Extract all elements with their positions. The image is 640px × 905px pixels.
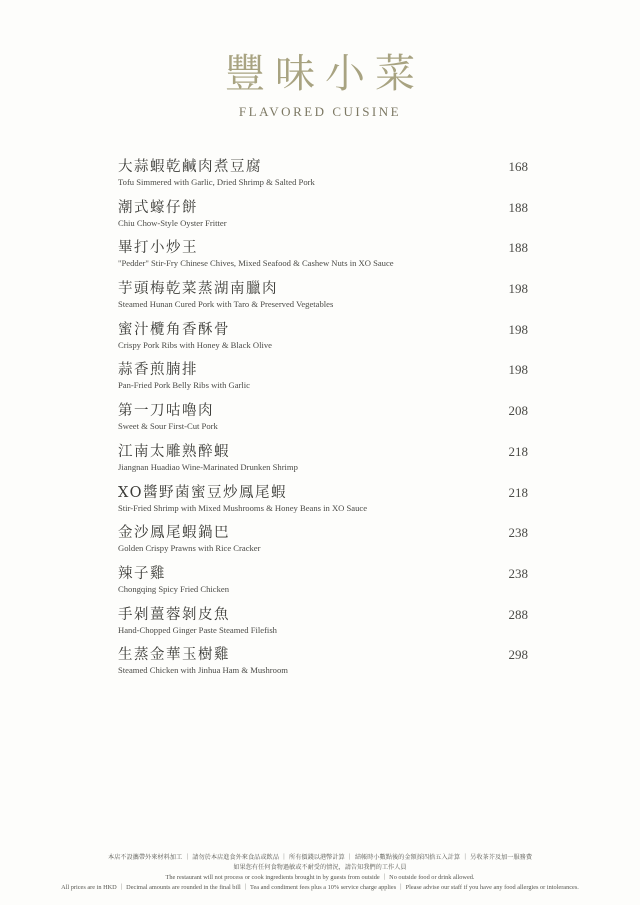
dish-name-english: Hand-Chopped Ginger Paste Steamed Filefish: [118, 624, 277, 635]
dish-price: 198: [508, 362, 528, 378]
menu-item: [118, 157, 528, 198]
dish-name-chinese: 生蒸金華玉樹雞: [118, 647, 230, 664]
dish-name-english: Steamed Hunan Cured Pork with Taro & Preserved Vegetables: [118, 299, 334, 310]
menu-item: [118, 401, 528, 442]
menu-header: [0, 48, 640, 120]
dish-name-chinese: 辣子雞: [118, 565, 166, 582]
dish-price: 298: [508, 647, 528, 663]
menu-item: [118, 605, 528, 646]
menu-item: [118, 360, 528, 401]
dish-price: 238: [508, 525, 528, 541]
dish-price: 168: [508, 159, 528, 174]
dish-name-english: Pan-Fried Pork Belly Ribs with Garlic: [118, 380, 250, 391]
dish-name-chinese: 蒜香煎腩排: [118, 362, 198, 379]
dish-price: 238: [508, 565, 528, 581]
menu-item: [118, 645, 528, 686]
menu-list: [118, 157, 528, 686]
footer-notice-chinese: 本店不設攜帶外來材料加工 ｜ 請勿於本店進食外來食品或飲品 ｜ 所有價錢以港幣計算 ｜ 結帳時小數點後的金額採四捨五入計算 ｜ 另收茶芥及加一服務費: [107, 854, 533, 861]
dish-name-english: Chiu Chow-Style Oyster Fritter: [118, 217, 227, 228]
dish-name-chinese: 手剁薑蓉剝皮魚: [118, 606, 230, 623]
dish-name-english: Steamed Chicken with Jinhua Ham & Mushroom: [118, 665, 288, 676]
dish-name-chinese: 畢打小炒王: [118, 240, 198, 257]
dish-name-chinese: 金沙鳳尾蝦鍋巴: [118, 525, 230, 542]
dish-name-english: Crispy Pork Ribs with Honey & Black Olive: [118, 339, 272, 350]
menu-footer: [0, 852, 640, 893]
footer-outside-food-notice: The restaurant will not process or cook ingredients brought in by guests from outside ｜ No outside food or drink allowed.: [165, 874, 475, 881]
dish-name-chinese: 江南太雕熟醉蝦: [118, 443, 230, 460]
dish-price: 188: [508, 240, 528, 256]
dish-name-english: Jiangnan Huadiao Wine-Marinated Drunken Shrimp: [118, 461, 298, 472]
dish-name-english: Tofu Simmered with Garlic, Dried Shrimp & Salted Pork: [118, 177, 315, 187]
page-title-chinese: 豐味小菜: [225, 51, 425, 97]
menu-item: [118, 483, 528, 524]
dish-name-chinese: 蜜汁欖角香酥骨: [118, 321, 230, 338]
dish-price: 198: [508, 321, 528, 337]
footer-pricing-notice: All prices are in HKD ｜ Decimal amounts are rounded in the final bill ｜ Tea and condiment fees plus a 10% service charge applies ｜ Please advise our staff if you have any food allergies or intolerances.: [61, 884, 579, 891]
dish-name-english: Golden Crispy Prawns with Rice Cracker: [118, 543, 261, 554]
dish-name-chinese: 潮式蠔仔餅: [118, 199, 198, 216]
menu-item: [118, 564, 528, 605]
menu-item: [118, 320, 528, 361]
dish-price: 188: [508, 199, 528, 215]
dish-name-chinese: 芋頭梅乾菜蒸湖南臘肉: [118, 281, 278, 298]
dish-name-chinese: 大蒜蝦乾鹹肉煮豆腐: [118, 159, 262, 175]
dish-price: 198: [508, 281, 528, 297]
dish-price: 208: [508, 403, 528, 419]
menu-item: [118, 238, 528, 279]
menu-item: [118, 523, 528, 564]
footer-allergy-notice-chinese: 如果您有任何食物過敏或不耐受的情況，請告知我們的工作人員: [233, 864, 407, 871]
dish-name-chinese: 第一刀咕嚕肉: [118, 403, 214, 420]
dish-price: 218: [508, 484, 528, 500]
dish-name-english: Stir-Fried Shrimp with Mixed Mushrooms & Honey Beans in XO Sauce: [118, 502, 368, 513]
menu-item: [118, 279, 528, 320]
dish-name-english: "Pedder" Stir-Fry Chinese Chives, Mixed Seafood & Cashew Nuts in XO Sauce: [118, 258, 394, 269]
dish-price: 218: [508, 443, 528, 459]
menu-item: [118, 198, 528, 239]
page-title-english: FLAVORED CUISINE: [238, 104, 402, 119]
menu-item: [118, 442, 528, 483]
dish-price: 288: [508, 606, 528, 622]
dish-name-english: Sweet & Sour First-Cut Pork: [118, 421, 218, 432]
dish-name-chinese: XO醬野菌蜜豆炒鳳尾蝦: [118, 484, 287, 501]
dish-name-english: Chongqing Spicy Fried Chicken: [118, 583, 229, 594]
